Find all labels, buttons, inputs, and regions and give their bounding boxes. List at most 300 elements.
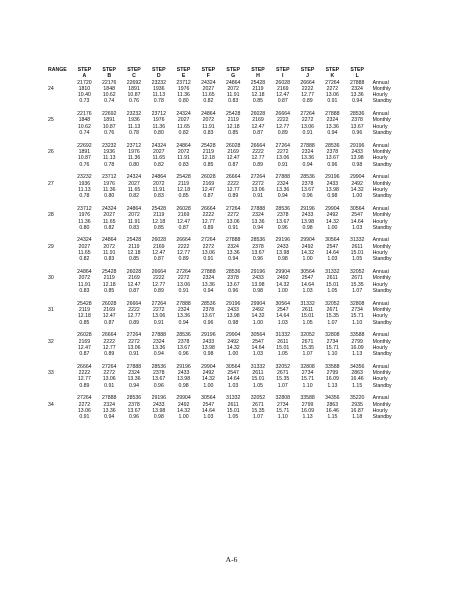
annual-value: 27888 [176, 300, 191, 307]
annual-value: 30564 [225, 363, 241, 370]
hourly-value: 11.65 [202, 92, 215, 99]
standby-value: 0.91 [277, 161, 288, 168]
hourly-value: 10.87 [102, 123, 116, 130]
annual-value: 27888 [300, 142, 315, 149]
annual-value: 24864 [176, 142, 191, 149]
standby-value: 0.98 [203, 351, 214, 358]
step-header: STEP [102, 67, 116, 73]
hourly-value: 12.18 [201, 155, 215, 162]
standby-value: 0.89 [153, 287, 164, 294]
hourly-value: 14.64 [301, 281, 315, 288]
annual-value: 33588 [325, 363, 340, 370]
hourly-value: 12.18 [77, 313, 91, 320]
annual-value: 31332 [300, 300, 315, 307]
monthly-value: 2492 [351, 180, 363, 187]
hourly-value: 13.06 [226, 218, 240, 225]
range-number: 33 [48, 370, 54, 377]
annual-value: 27888 [201, 269, 216, 276]
hourly-value: 13.67 [276, 218, 290, 225]
annual-label: Annual [372, 111, 389, 118]
standby-value: 0.87 [277, 98, 288, 105]
monthly-value: 2734 [326, 338, 339, 345]
annual-value: 26664 [126, 300, 142, 307]
monthly-value: 2547 [252, 338, 264, 345]
monthly-label: Monthly [372, 243, 391, 250]
standby-value: 1.07 [302, 351, 313, 358]
hourly-value: 14.32 [301, 250, 315, 257]
annual-value: 32808 [275, 395, 290, 402]
hourly-value: 13.98 [276, 250, 290, 257]
hourly-value: 12.47 [276, 92, 290, 99]
monthly-value: 2492 [252, 306, 264, 313]
monthly-label: Monthly [372, 212, 391, 219]
annual-value: 27264 [300, 111, 315, 118]
hourly-value: 12.77 [177, 250, 191, 257]
hourly-value: 15.01 [301, 313, 315, 320]
standby-value: 0.89 [228, 193, 239, 200]
standby-value: 0.80 [79, 224, 90, 231]
hourly-value: 13.06 [325, 92, 339, 99]
hourly-value: 13.06 [102, 376, 116, 383]
monthly-value: 2072 [153, 180, 165, 187]
standby-value: 0.96 [252, 256, 264, 263]
monthly-value: 1891 [128, 85, 140, 92]
step-header: STEP [300, 67, 315, 73]
standby-value: 0.96 [128, 414, 140, 421]
monthly-value: 2433 [202, 338, 215, 345]
monthly-value: 2671 [252, 401, 264, 408]
annual-value: 28536 [300, 174, 315, 181]
monthly-value: 2378 [177, 338, 190, 345]
annual-value: 31332 [225, 395, 241, 402]
monthly-value: 2169 [227, 149, 239, 156]
annual-value: 31332 [349, 237, 365, 244]
annual-value: 21720 [77, 79, 92, 86]
step-header: STEP [275, 67, 290, 73]
annual-value: 24324 [101, 205, 117, 212]
annual-value: 26028 [77, 332, 92, 339]
monthly-value: 2671 [277, 370, 289, 377]
step-header: STEP [251, 67, 265, 73]
hourly-value: 14.32 [276, 281, 290, 288]
annual-value: 26664 [300, 79, 315, 86]
monthly-value: 2378 [153, 370, 165, 377]
monthly-value: 2547 [227, 370, 239, 377]
annual-value: 32808 [349, 300, 365, 307]
standby-value: 1.18 [352, 414, 363, 421]
monthly-value: 2671 [326, 306, 339, 313]
hourly-value: 16.87 [350, 407, 364, 414]
standby-value: 0.78 [79, 193, 90, 200]
standby-value: 0.76 [79, 161, 90, 168]
step-letter: G [231, 73, 236, 80]
monthly-value: 1976 [103, 180, 115, 187]
monthly-value: 2027 [153, 149, 165, 156]
monthly-value: 2222 [252, 149, 264, 156]
standby-label: Standby [372, 256, 392, 263]
annual-value: 32052 [349, 269, 365, 276]
page-number: A-6 [225, 555, 238, 564]
hourly-value: 13.06 [301, 123, 315, 130]
standby-value: 0.89 [178, 256, 189, 263]
standby-value: 0.89 [302, 98, 313, 105]
monthly-value: 2378 [277, 212, 289, 219]
standby-label: Standby [372, 193, 392, 200]
hourly-value: 15.71 [325, 344, 339, 351]
monthly-value: 2433 [177, 370, 190, 377]
annual-value: 29196 [325, 174, 340, 181]
monthly-value: 2169 [277, 85, 289, 92]
hourly-value: 13.36 [350, 92, 364, 99]
annual-value: 32052 [300, 332, 315, 339]
monthly-value: 2324 [277, 180, 289, 187]
hourly-label: Hourly [372, 250, 388, 257]
annual-value: 26664 [250, 142, 266, 149]
standby-value: 0.94 [128, 382, 140, 389]
standby-value: 0.85 [79, 319, 90, 326]
monthly-value: 2324 [128, 370, 140, 377]
standby-value: 1.05 [228, 414, 239, 421]
monthly-value: 2378 [301, 180, 314, 187]
monthly-value: 2072 [103, 243, 115, 250]
hourly-value: 13.67 [201, 313, 215, 320]
hourly-label: Hourly [372, 313, 388, 320]
annual-value: 29196 [300, 205, 315, 212]
annual-value: 27264 [250, 174, 266, 181]
hourly-value: 13.67 [325, 155, 339, 162]
step-header: STEP [201, 67, 216, 73]
standby-value: 0.94 [203, 287, 214, 294]
monthly-value: 2222 [227, 180, 239, 187]
standby-value: 0.83 [104, 256, 115, 263]
monthly-value: 2324 [177, 306, 190, 313]
standby-value: 0.96 [277, 224, 288, 231]
annual-value: 27888 [275, 174, 290, 181]
standby-value: 0.98 [153, 414, 164, 421]
hourly-value: 11.91 [177, 155, 190, 162]
hourly-value: 10.87 [127, 92, 141, 99]
annual-value: 23232 [77, 174, 92, 181]
monthly-value: 2222 [277, 117, 289, 124]
standby-value: 0.80 [178, 98, 189, 105]
annual-value: 27264 [77, 395, 92, 402]
annual-value: 22692 [77, 142, 92, 149]
standby-value: 0.89 [128, 319, 140, 326]
hourly-value: 16.09 [325, 376, 339, 383]
step-letter: C [132, 73, 136, 80]
standby-value: 0.82 [153, 161, 164, 168]
annual-value: 22692 [126, 79, 142, 86]
monthly-value: 2611 [326, 275, 338, 282]
monthly-value: 2222 [177, 243, 190, 250]
monthly-value: 1891 [103, 117, 115, 124]
standby-value: 0.91 [153, 319, 164, 326]
range-number: 32 [48, 338, 54, 345]
annual-value: 22176 [101, 79, 117, 86]
standby-value: 1.00 [228, 351, 239, 358]
hourly-value: 13.98 [177, 376, 191, 383]
standby-value: 0.98 [252, 287, 264, 294]
hourly-value: 13.06 [276, 155, 290, 162]
standby-value: 1.03 [302, 287, 313, 294]
annual-value: 29196 [225, 300, 241, 307]
hourly-value: 15.71 [350, 313, 364, 320]
standby-value: 0.83 [79, 287, 90, 294]
standby-value: 1.05 [277, 351, 288, 358]
standby-value: 0.96 [302, 193, 313, 200]
standby-value: 0.96 [228, 287, 239, 294]
hourly-value: 16.09 [350, 344, 364, 351]
annual-value: 28536 [176, 332, 191, 339]
monthly-value: 2169 [252, 117, 264, 124]
hourly-value: 12.47 [77, 344, 91, 351]
annual-value: 35220 [349, 395, 365, 402]
monthly-value: 2547 [326, 243, 339, 250]
monthly-label: Monthly [372, 370, 391, 377]
step-header: STEP [325, 67, 340, 73]
standby-value: 1.03 [228, 382, 239, 389]
annual-value: 25428 [201, 142, 216, 149]
annual-value: 30564 [250, 332, 266, 339]
table-row-standby [47, 414, 403, 420]
monthly-value: 2324 [351, 85, 363, 92]
standby-value: 0.80 [153, 130, 164, 137]
hourly-label: Hourly [372, 344, 388, 351]
monthly-value: 2169 [128, 275, 140, 282]
annual-value: 23712 [126, 142, 142, 149]
annual-value: 28536 [151, 363, 166, 370]
hourly-value: 12.47 [152, 250, 166, 257]
standby-value: 0.85 [104, 287, 115, 294]
annual-value: 23232 [126, 111, 142, 118]
annual-value: 22692 [101, 111, 117, 118]
monthly-value: 2272 [153, 306, 165, 313]
step-letter: J [306, 73, 310, 80]
standby-value: 1.07 [352, 287, 363, 294]
monthly-value: 2272 [202, 243, 215, 250]
hourly-value: 13.36 [201, 281, 215, 288]
monthly-value: 2119 [252, 85, 264, 92]
standby-value: 1.00 [252, 319, 264, 326]
standby-value: 0.91 [203, 256, 214, 263]
monthly-value: 2492 [301, 243, 314, 250]
standby-value: 0.83 [178, 161, 189, 168]
annual-label: Annual [372, 174, 389, 181]
range-number: 27 [48, 180, 54, 187]
step-letter: D [156, 73, 161, 80]
hourly-value: 14.32 [177, 407, 191, 414]
standby-value: 0.91 [252, 193, 264, 200]
monthly-value: 2611 [252, 370, 264, 377]
step-letter: H [256, 73, 260, 80]
monthly-value: 2433 [252, 275, 264, 282]
annual-value: 23712 [101, 174, 117, 181]
hourly-value: 13.36 [152, 344, 166, 351]
monthly-value: 2492 [177, 401, 190, 408]
annual-value: 30564 [325, 237, 340, 244]
hourly-value: 12.77 [201, 218, 215, 225]
hourly-value: 13.36 [301, 155, 315, 162]
standby-value: 1.13 [302, 414, 313, 421]
hourly-value: 13.98 [152, 407, 166, 414]
hourly-label: Hourly [372, 376, 388, 383]
annual-label: Annual [372, 363, 389, 370]
standby-value: 0.94 [153, 351, 164, 358]
annual-value: 29196 [151, 395, 166, 402]
standby-value: 0.94 [252, 224, 264, 231]
standby-value: 0.89 [203, 224, 214, 231]
hourly-label: Hourly [372, 155, 388, 162]
annual-value: 25428 [225, 111, 241, 118]
hourly-value: 11.65 [177, 123, 190, 130]
annual-value: 33588 [349, 332, 365, 339]
standby-value: 0.94 [178, 319, 189, 326]
hourly-value: 15.01 [350, 250, 364, 257]
annual-value: 31332 [250, 363, 266, 370]
standby-label: Standby [372, 319, 392, 326]
standby-label: Standby [372, 414, 392, 421]
monthly-label: Monthly [372, 117, 391, 124]
annual-value: 26028 [101, 300, 117, 307]
standby-label: Standby [372, 130, 392, 137]
hourly-value: 13.67 [350, 123, 364, 130]
standby-value: 1.00 [277, 287, 288, 294]
annual-value: 26664 [101, 332, 117, 339]
hourly-value: 13.06 [152, 313, 166, 320]
standby-label: Standby [372, 161, 392, 168]
monthly-value: 2378 [227, 275, 239, 282]
step-header: STEP [152, 67, 166, 73]
annual-value: 32808 [300, 363, 315, 370]
hourly-label: Hourly [372, 218, 388, 225]
standby-label: Standby [372, 382, 392, 389]
monthly-value: 2169 [153, 243, 165, 250]
hourly-value: 12.77 [102, 344, 116, 351]
annual-value: 26664 [151, 269, 166, 276]
standby-value: 0.94 [352, 98, 363, 105]
monthly-value: 2378 [351, 117, 363, 124]
standby-value: 0.76 [128, 98, 140, 105]
standby-value: 1.13 [327, 382, 338, 389]
monthly-value: 2799 [351, 338, 363, 345]
annual-value: 32052 [325, 300, 340, 307]
hourly-value: 11.13 [78, 186, 91, 193]
annual-value: 30564 [201, 395, 216, 402]
monthly-value: 2433 [153, 401, 165, 408]
monthly-value: 2547 [351, 212, 363, 219]
monthly-value: 2072 [227, 85, 239, 92]
annual-value: 30564 [349, 205, 365, 212]
hourly-value: 12.77 [276, 123, 290, 130]
monthly-value: 2272 [227, 212, 239, 219]
monthly-value: 2119 [227, 117, 239, 124]
annual-value: 29196 [176, 363, 191, 370]
hourly-value: 14.64 [325, 250, 339, 257]
monthly-value: 2324 [153, 338, 165, 345]
hourly-value: 11.13 [152, 92, 166, 99]
hourly-value: 13.67 [152, 376, 166, 383]
standby-value: 0.87 [79, 351, 90, 358]
standby-value: 1.03 [327, 256, 338, 263]
monthly-value: 2378 [252, 243, 264, 250]
step-header: STEP [127, 67, 141, 73]
hourly-value: 11.36 [78, 218, 91, 225]
standby-value: 1.00 [327, 224, 338, 231]
standby-value: 1.03 [352, 224, 363, 231]
standby-value: 1.00 [178, 414, 189, 421]
standby-value: 0.87 [228, 161, 239, 168]
monthly-value: 2027 [128, 180, 140, 187]
hourly-value: 10.40 [77, 92, 91, 99]
standby-value: 1.03 [203, 414, 214, 421]
monthly-value: 2734 [301, 370, 314, 377]
hourly-value: 13.67 [251, 250, 265, 257]
standby-value: 0.80 [104, 193, 115, 200]
standby-value: 0.98 [302, 224, 313, 231]
standby-value: 1.00 [302, 256, 313, 263]
standby-value: 0.78 [153, 98, 164, 105]
monthly-value: 2492 [227, 338, 239, 345]
annual-value: 26028 [275, 79, 290, 86]
standby-value: 1.10 [277, 414, 288, 421]
hourly-value: 14.32 [350, 186, 364, 193]
hourly-value: 13.67 [127, 407, 141, 414]
monthly-value: 2671 [301, 338, 314, 345]
annual-value: 28536 [201, 300, 216, 307]
range-number: 30 [48, 275, 54, 282]
hourly-label: Hourly [372, 407, 388, 414]
hourly-value: 13.36 [127, 376, 141, 383]
monthly-value: 2027 [103, 212, 115, 219]
annual-value: 29196 [349, 142, 365, 149]
hourly-value: 14.32 [325, 218, 339, 225]
annual-label: Annual [372, 205, 389, 212]
annual-value: 29904 [300, 237, 315, 244]
standby-value: 0.82 [178, 130, 189, 137]
step-header: STEP [77, 67, 92, 73]
hourly-value: 12.47 [102, 313, 116, 320]
standby-value: 1.07 [277, 382, 288, 389]
standby-value: 0.91 [104, 382, 115, 389]
step-letter: L [355, 73, 359, 80]
hourly-label: Hourly [372, 123, 388, 130]
hourly-value: 12.47 [226, 155, 240, 162]
standby-value: 1.15 [327, 414, 338, 421]
annual-value: 24324 [201, 79, 216, 86]
range-header: RANGE [48, 67, 67, 73]
step-letter: E [181, 73, 186, 80]
monthly-value: 2119 [128, 243, 140, 250]
monthly-value: 2272 [177, 275, 190, 282]
monthly-value: 2324 [103, 401, 115, 408]
hourly-value: 15.71 [276, 407, 290, 414]
annual-value: 26028 [176, 205, 191, 212]
hourly-value: 15.01 [276, 344, 290, 351]
hourly-value: 11.65 [127, 186, 141, 193]
monthly-value: 2378 [128, 401, 140, 408]
monthly-value: 1976 [153, 117, 165, 124]
annual-value: 32052 [250, 395, 266, 402]
annual-value: 29904 [325, 205, 340, 212]
standby-value: 0.94 [104, 414, 115, 421]
hourly-value: 10.62 [102, 92, 116, 99]
standby-value: 0.83 [228, 98, 239, 105]
standby-value: 0.94 [277, 193, 288, 200]
annual-value: 24324 [176, 111, 191, 118]
annual-value: 23232 [101, 142, 117, 149]
monthly-label: Monthly [372, 338, 391, 345]
hourly-value: 11.36 [177, 92, 190, 99]
